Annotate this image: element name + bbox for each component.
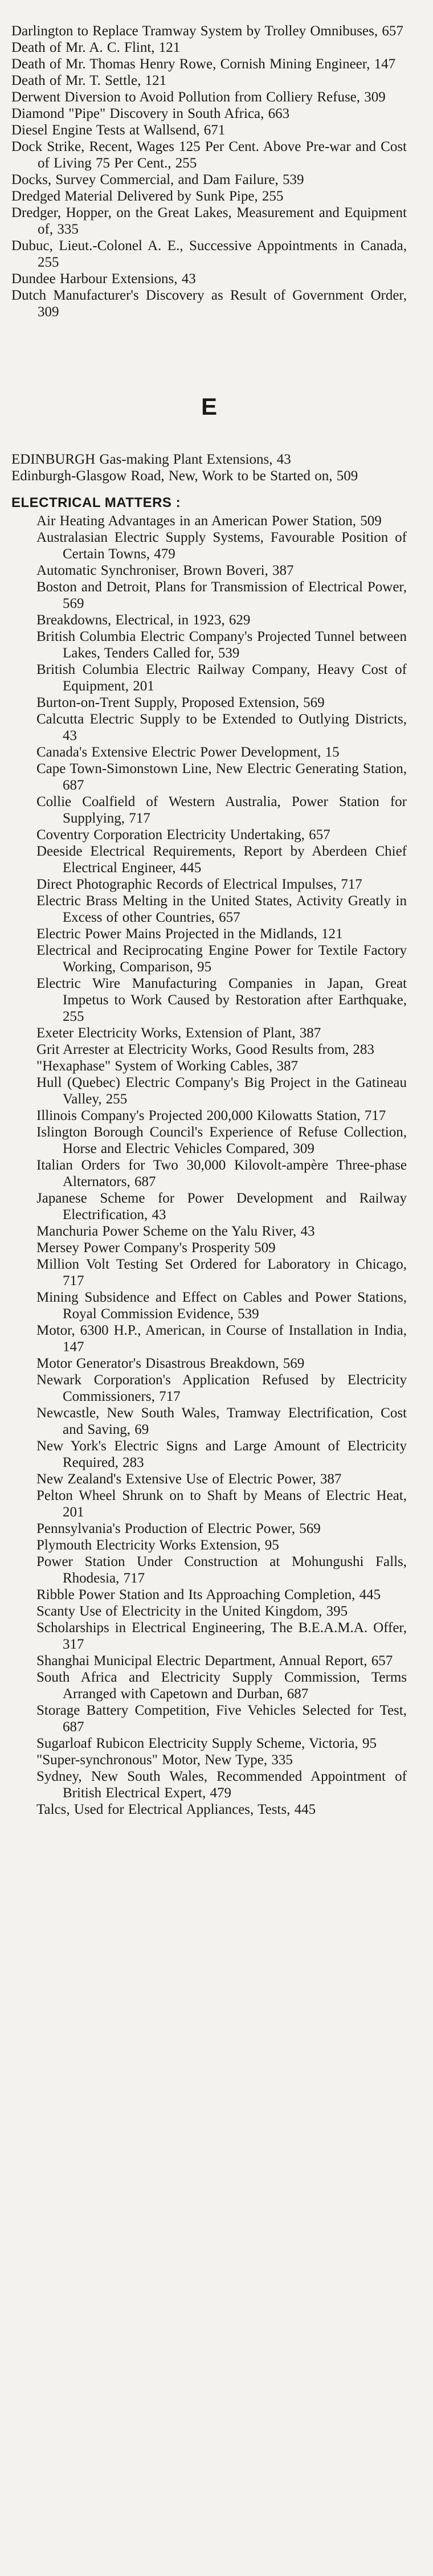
electrical-matters-entries [11,513,407,1818]
electrical-index-entry: Motor Generator's Disastrous Breakdown, 569 [36,1356,305,1371]
electrical-index-entry: Exeter Electricity Works, Extension of Plant, 387 [36,1025,321,1041]
electrical-index-entry: "Super-synchronous" Motor, New Type, 335 [36,1752,293,1768]
electrical-index-entry: Scanty Use of Electricity in the United Kingdom, 395 [36,1604,348,1619]
electrical-index-entry: Electrical and Reciprocating Engine Power for Textile Factory Working, Comparison, 95 [36,943,407,975]
index-entry: Dubuc, Lieut.-Colonel A. E., Successive Appointments in Canada, 255 [11,238,407,270]
electrical-index-entry: Sugarloaf Rubicon Electricity Supply Scheme, Victoria, 95 [36,1736,377,1751]
electrical-index-entry: Shanghai Municipal Electric Department, Annual Report, 657 [36,1653,393,1669]
electrical-matters-heading: ELECTRICAL MATTERS : [11,495,181,510]
electrical-index-entry: Cape Town-Simonstown Line, New Electric Generating Station, 687 [36,761,407,793]
electrical-index-entry: Ribble Power Station and Its Approaching Completion, 445 [36,1587,381,1602]
electrical-index-entry: Newcastle, New South Wales, Tramway Electrification, Cost and Saving, 69 [36,1405,407,1437]
electrical-index-entry: Scholarships in Electrical Engineering, The B.E.A.M.A. Offer, 317 [36,1620,407,1652]
electrical-index-entry: Hull (Quebec) Electric Company's Big Project in the Gatineau Valley, 255 [36,1075,407,1107]
electrical-index-entry: Burton-on-Trent Supply, Proposed Extension, 569 [36,695,325,710]
electrical-index-entry: Pelton Wheel Shrunk on to Shaft by Means of Electric Heat, 201 [36,1488,407,1520]
index-entry: Docks, Survey Commercial, and Dam Failure, 539 [11,172,304,187]
index-entry: Diesel Engine Tests at Wallsend, 671 [11,122,226,138]
electrical-index-entry: Grit Arrester at Electricity Works, Good Results from, 283 [36,1042,374,1057]
electrical-index-entry: Motor, 6300 H.P., American, in Course of Installation in India, 147 [36,1323,407,1355]
electrical-index-entry: Air Heating Advantages in an American Power Station, 509 [36,513,382,529]
electrical-index-entry: Mining Subsidence and Effect on Cables and Power Stations, Royal Commission Evidence, 539 [36,1290,407,1322]
electrical-index-entry: Breakdowns, Electrical, in 1923, 629 [36,612,251,628]
electrical-index-entry: Collie Coalfield of Western Australia, Power Station for Supplying, 717 [36,794,407,826]
electrical-index-entry: Islington Borough Council's Experience of Refuse Collection, Horse and Electric Vehicles Compared, 309 [36,1125,407,1156]
index-entries-d [11,23,407,320]
electrical-index-entry: Australasian Electric Supply Systems, Favourable Position of Certain Towns, 479 [36,530,407,562]
index-entry: Death of Mr. T. Settle, 121 [11,73,167,88]
electrical-index-entry: British Columbia Electric Railway Company, Heavy Cost of Equipment, 201 [36,662,407,694]
electrical-index-entry: Illinois Company's Projected 200,000 Kilowatts Station, 717 [36,1108,386,1123]
electrical-index-entry: Storage Battery Competition, Five Vehicles Selected for Test, 687 [36,1703,407,1735]
electrical-index-entry: Italian Orders for Two 30,000 Kilovolt-ampère Three-phase Alternators, 687 [36,1158,407,1189]
index-entry: Death of Mr. Thomas Henry Rowe, Cornish Mining Engineer, 147 [11,56,396,72]
index-entry: Dredged Material Delivered by Sunk Pipe, 255 [11,189,284,204]
electrical-index-entry: Newark Corporation's Application Refused by Electricity Commissioners, 717 [36,1372,407,1404]
index-entry: Dutch Manufacturer's Discovery as Result of Government Order, 309 [11,288,407,320]
electrical-index-entry: South Africa and Electricity Supply Commission, Terms Arranged with Capetown and Durban, 687 [36,1670,407,1702]
index-entry: Death of Mr. A. C. Flint, 121 [11,40,181,55]
electrical-index-entry: Plymouth Electricity Works Extension, 95 [36,1538,279,1553]
electrical-index-entry: Pennsylvania's Production of Electric Power, 569 [36,1521,321,1536]
electrical-index-entry: Automatic Synchroniser, Brown Boveri, 387 [36,563,294,578]
electrical-index-entry: Electric Power Mains Projected in the Midlands, 121 [36,926,343,942]
electrical-index-entry: Canada's Extensive Electric Power Development, 15 [36,745,340,760]
electrical-index-entry: Calcutta Electric Supply to be Extended to Outlying Districts, 43 [36,712,407,743]
electrical-index-entry: Million Volt Testing Set Ordered for Laboratory in Chicago, 717 [36,1257,407,1289]
electrical-index-entry: Boston and Detroit, Plans for Transmission of Electrical Power, 569 [36,579,407,611]
electrical-index-entry: "Hexaphase" System of Working Cables, 387 [36,1058,298,1074]
electrical-index-entry: Electric Brass Melting in the United States, Activity Greatly in Excess of other Countries, 657 [36,893,407,925]
electrical-index-entry: Coventry Corporation Electricity Undertaking, 657 [36,827,330,843]
electrical-index-entry: Direct Photographic Records of Electrical Impulses, 717 [36,877,362,892]
electrical-index-entry: Electric Wire Manufacturing Companies in Japan, Great Impetus to Work Caused by Restoration after Earthquake, 255 [36,976,407,1024]
index-entry: Dock Strike, Recent, Wages 125 Per Cent. Above Pre-war and Cost of Living 75 Per Cent., 255 [11,139,407,171]
index-entry: Diamond "Pipe" Discovery in South Africa, 663 [11,106,290,121]
electrical-index-entry: Talcs, Used for Electrical Appliances, Tests, 445 [36,1802,316,1817]
electrical-index-entry: Manchuria Power Scheme on the Yalu River, 43 [36,1224,315,1239]
index-entry: Dredger, Hopper, on the Great Lakes, Measurement and Equipment of, 335 [11,205,407,237]
electrical-index-entry: British Columbia Electric Company's Projected Tunnel between Lakes, Tenders Called for, 539 [36,629,407,661]
index-entry: Edinburgh-Glasgow Road, New, Work to be Started on, 509 [11,468,358,484]
electrical-index-entry: Sydney, New South Wales, Recommended Appointment of British Electrical Expert, 479 [36,1769,407,1801]
electrical-index-entry: Japanese Scheme for Power Development and Railway Electrification, 43 [36,1191,407,1222]
electrical-index-entry: New York's Electric Signs and Large Amount of Electricity Required, 283 [36,1438,407,1470]
index-entry: EDINBURGH Gas-making Plant Extensions, 43 [11,452,291,467]
electrical-index-entry: Power Station Under Construction at Mohungushi Falls, Rhodesia, 717 [36,1554,407,1586]
electrical-index-entry: New Zealand's Extensive Use of Electric Power, 387 [36,1471,342,1487]
index-entry: Derwent Diversion to Avoid Pollution from Colliery Refuse, 309 [11,89,386,105]
electrical-index-entry: Mersey Power Company's Prosperity 509 [36,1240,276,1256]
section-letter-e: E [201,393,217,420]
index-entry: Dundee Harbour Extensions, 43 [11,271,196,287]
electrical-index-entry: Deeside Electrical Requirements, Report by Aberdeen Chief Electrical Engineer, 445 [36,844,407,876]
index-entries-e [11,451,407,484]
index-entry: Darlington to Replace Tramway System by Trolley Omnibuses, 657 [11,23,403,39]
